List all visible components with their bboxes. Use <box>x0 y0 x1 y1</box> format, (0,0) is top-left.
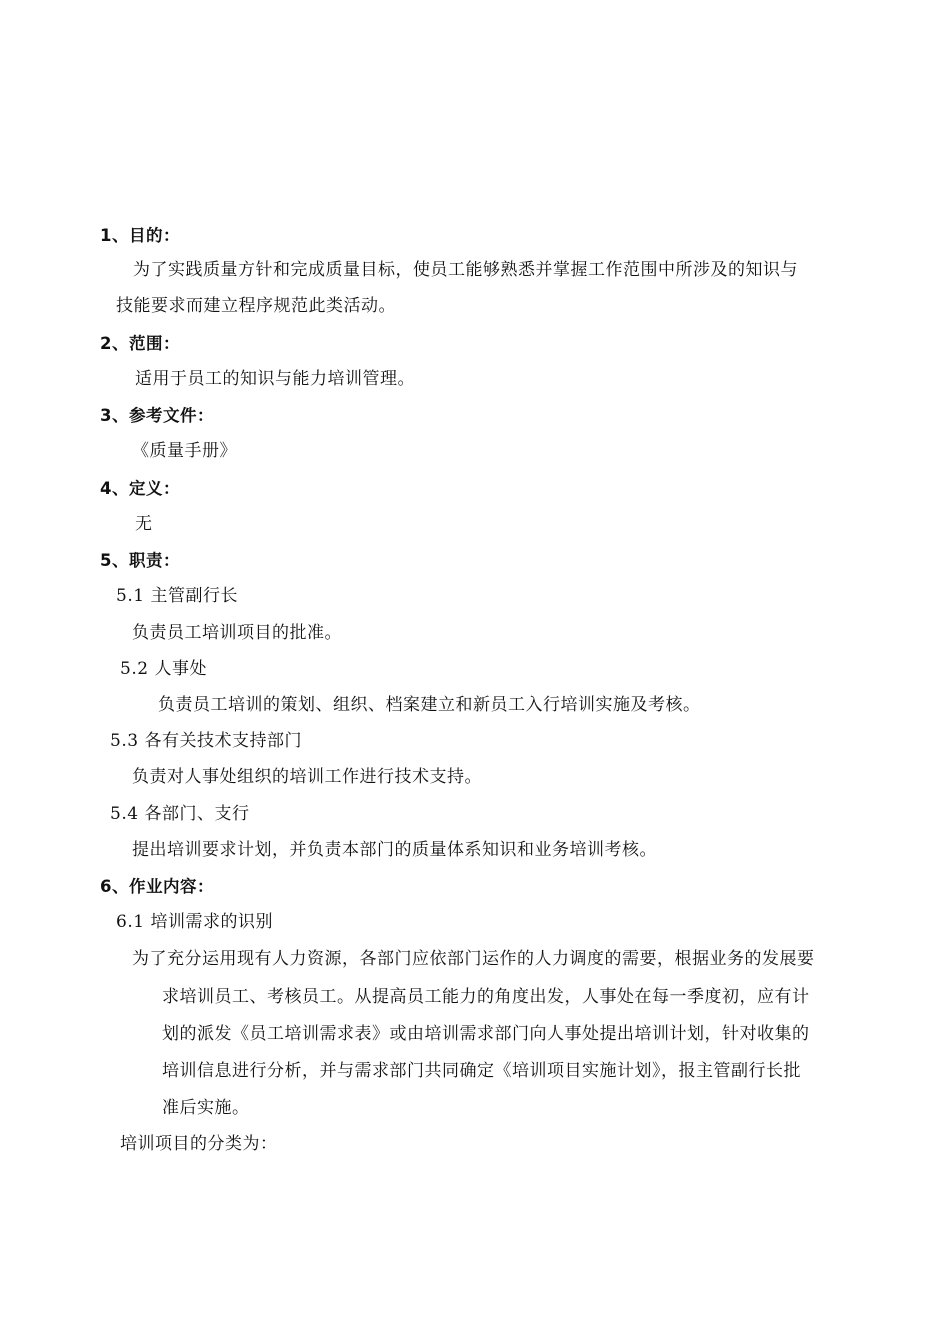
section-5-1-body: 负责员工培训项目的批准。 <box>132 623 342 643</box>
section-6-heading: 6、作业内容： <box>100 877 214 896</box>
section-3-heading: 3、参考文件： <box>100 406 214 425</box>
section-5-1-title: 5.1 主管副行长 <box>116 586 238 606</box>
section-3-body: 《质量手册》 <box>132 441 237 461</box>
section-5-3-body: 负责对人事处组织的培训工作进行技术支持。 <box>132 767 482 787</box>
section-5-4-body: 提出培训要求计划，并负责本部门的质量体系知识和业务培训考核。 <box>132 840 657 860</box>
section-1-body-line-2: 技能要求而建立程序规范此类活动。 <box>116 296 396 316</box>
section-5-2-title: 5.2 人事处 <box>120 659 207 679</box>
section-2-heading: 2、范围： <box>100 334 180 353</box>
section-6-1-title: 6.1 培训需求的识别 <box>116 912 273 932</box>
section-6-1-body-line-3: 划的派发《员工培训需求表》或由培训需求部门向人事处提出培训计划，针对收集的 <box>162 1024 810 1044</box>
section-6-1-body-line-5: 准后实施。 <box>162 1098 250 1118</box>
section-5-2-body: 负责员工培训的策划、组织、档案建立和新员工入行培训实施及考核。 <box>158 695 701 715</box>
section-5-4-title: 5.4 各部门、支行 <box>110 804 250 824</box>
section-1-heading: 1、目的： <box>100 226 180 245</box>
section-5-3-title: 5.3 各有关技术支持部门 <box>110 731 302 751</box>
section-6-1-body-line-1: 为了充分运用现有人力资源，各部门应依部门运作的人力调度的需要，根据业务的发展要 <box>132 949 815 969</box>
section-1-body-line-1: 为了实践质量方针和完成质量目标，使员工能够熟悉并掌握工作范围中所涉及的知识与 <box>133 260 798 280</box>
section-6-trailing-text: 培训项目的分类为： <box>120 1134 278 1154</box>
section-4-heading: 4、定义： <box>100 479 180 498</box>
section-6-1-body-line-2: 求培训员工、考核员工。从提高员工能力的角度出发，人事处在每一季度初，应有计 <box>162 987 810 1007</box>
section-4-body: 无 <box>135 514 153 534</box>
section-5-heading: 5、职责： <box>100 551 180 570</box>
section-6-1-body-line-4: 培训信息进行分析，并与需求部门共同确定《培训项目实施计划》，报主管副行长批 <box>162 1061 801 1081</box>
section-2-body: 适用于员工的知识与能力培训管理。 <box>135 369 415 389</box>
